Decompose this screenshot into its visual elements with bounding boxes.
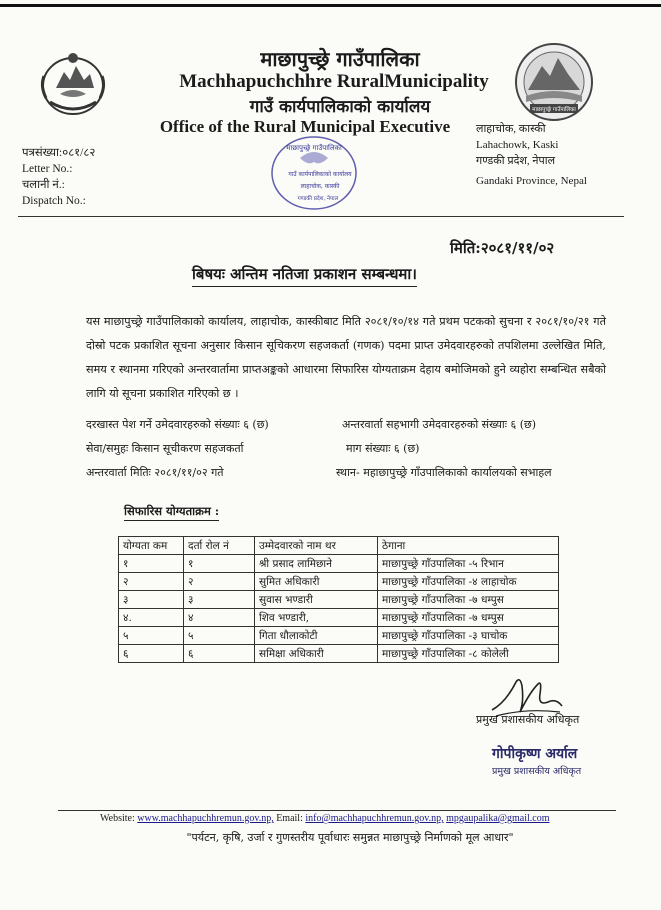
address-line: गण्डकी प्रदेश, नेपाल (476, 155, 556, 167)
office-stamp-icon (268, 132, 360, 214)
table-cell: माछापुच्छ्रे गाँउपालिका -८ कोलेली (378, 645, 559, 663)
recommendation-table (118, 536, 559, 663)
municipality-name-en: Machhapuchchhre RuralMunicipality (179, 71, 489, 92)
table-cell: सुवास भण्डारी (255, 591, 378, 609)
table-row (119, 627, 559, 645)
table-header-row (119, 537, 559, 555)
column-header: ठेगाना (378, 537, 559, 555)
logo-text: माछापुच्छ्रे गाउँपालिका (532, 107, 576, 113)
column-header: योग्यता कम (119, 537, 184, 555)
table-cell: माछापुच्छ्रे गाँउपालिका -३ घाचोक (378, 627, 559, 645)
table-row (119, 645, 559, 663)
address-line: Gandaki Province, Nepal (476, 175, 587, 187)
nepal-emblem-icon (36, 46, 110, 120)
table-cell: समिक्षा अधिकारी (255, 645, 378, 663)
table-cell: ६ (119, 645, 184, 663)
municipality-name-np: माछापुच्छ्रे गाउँपालिका (260, 47, 420, 71)
info-interviewed: अन्तरवार्ता सहभागी उमेदवारहरुको संख्याः ६ (छ) (342, 418, 536, 431)
stamp-line: लाहाचोक, कास्की (300, 183, 340, 190)
stamp-line: माछापुच्छ्रे गाउँपालिका (286, 144, 342, 152)
signatory-title: प्रमुख प्रशासकीय अधिकृत (476, 713, 580, 726)
footer-slogan: "पर्यटन, कृषि, उर्जा र गुणस्तरीय पूर्वाधारः समुन्नत माछापुच्छ्रे निर्माणको मूल आधार" (186, 831, 514, 844)
address-line: Lahachowk, Kaski (476, 139, 559, 151)
table-cell: ४. (119, 609, 184, 627)
section-title: सिफारिस योग्यताक्रम : (124, 504, 219, 521)
office-address (476, 121, 626, 189)
footer-contacts (100, 813, 600, 824)
table-cell: ५ (184, 627, 255, 645)
top-border (0, 4, 661, 7)
column-header: उम्मेदवारको नाम थर (255, 537, 378, 555)
table-cell: माछापुच्छ्रे गाँउपालिका -७ धम्पुस (378, 591, 559, 609)
email-label: Email: (276, 813, 303, 824)
info-interview-date: अन्तरवार्ता मितिः २०८१/११/०२ गते (86, 466, 224, 479)
table-cell: सुमित अधिकारी (255, 573, 378, 591)
table-cell: ५ (119, 627, 184, 645)
letter-no-en: Letter No.: (22, 163, 73, 175)
table-cell: ४ (184, 609, 255, 627)
header-divider (18, 216, 624, 217)
table-cell: श्री प्रसाद लामिछाने (255, 555, 378, 573)
office-name-en: Office of the Rural Municipal Executive (159, 117, 451, 136)
table-cell: ३ (119, 591, 184, 609)
website-label: Website: (100, 813, 135, 824)
table-cell: २ (184, 573, 255, 591)
table-cell: ६ (184, 645, 255, 663)
table-cell: माछापुच्छ्रे गाँउपालिका -५ रिभान (378, 555, 559, 573)
table-row (119, 609, 559, 627)
signatory-post: प्रमुख प्रशासकीय अधिकृत (492, 766, 582, 777)
letter-meta (22, 145, 95, 209)
letter-date: मिति:२०८१/११/०२ (450, 239, 555, 257)
footer-divider (58, 810, 616, 811)
info-demand: माग संख्याः ६ (छ) (346, 442, 420, 455)
email-link[interactable]: info@machhapuchhremun.gov.np, (305, 813, 444, 824)
info-service: सेवा/समुहः किसान सूचीकरण सहजकर्ता (86, 442, 244, 455)
municipality-logo-icon (512, 40, 596, 124)
office-name-np: गाउँ कार्यपालिकाको कार्यालय (249, 97, 431, 117)
info-venue: स्थान- महाछापुच्छ्रे गाँउपालिकाको कार्यालयको सभाहल (336, 466, 552, 479)
table-cell: शिव भण्डारी, (255, 609, 378, 627)
dispatch-no-np: चलानी नं.: (22, 179, 65, 191)
stamp-line: गाउँ कार्यपालिकाको कार्यालय (288, 171, 352, 178)
table-cell: गिता धौलाकोटी (255, 627, 378, 645)
table-row (119, 555, 559, 573)
email-link[interactable]: mpgaupalika@gmail.com (446, 813, 550, 824)
letter-body: यस माछापुच्छ्रे गाउँपालिकाको कार्यालय, लाहाचोक, कास्कीबाट मिति २०८१/१०/१४ गते प्रथम पटकको सुचना र २०८१/१०/२१ गते दोस्रो पटक प्रकाशित सूचना अनुसार किसान सूचिकरण सहजकर्ता (गणक) पदमा प्राप्त उमेदवारहरुको तपशिलमा उल्लेखित मिति, समय र स्थानमा गरिएको अन्तरवार्तामा प्राप्तअङ्कको आधारमा सिफारिस योग्यताक्रम देहाय बमोजिमको हुने व्यहोरा सम्बन्धित सबैको लागि यो सूचना प्रकाशित गरिएको छ । (86, 315, 606, 400)
table-cell: २ (119, 573, 184, 591)
letter-subject: बिषयः अन्तिम नतिजा प्रकाशन सम्बन्धमा। (192, 264, 417, 287)
dispatch-no-en: Dispatch No.: (22, 195, 86, 207)
signatory-name: गोपीकृष्ण अर्याल (492, 746, 578, 762)
table-row (119, 591, 559, 609)
stamp-line: गण्डकी प्रदेश, नेपाल (297, 196, 339, 202)
table-cell: माछापुच्छ्रे गाँउपालिका -७ धम्पुस (378, 609, 559, 627)
table-cell: माछापुच्छ्रे गाँउपालिका -४ लाहाचोक (378, 573, 559, 591)
website-link[interactable]: www.machhapuchhremun.gov.np, (137, 813, 274, 824)
table-cell: १ (119, 555, 184, 573)
address-line: लाहाचोक, कास्की (476, 123, 546, 135)
table-cell: ३ (184, 591, 255, 609)
column-header: दर्ता रोल नं (184, 537, 255, 555)
table-cell: १ (184, 555, 255, 573)
letter-no-np: पत्रसंख्या:०८१/८२ (22, 147, 96, 159)
info-applicants: दरखास्त पेश गर्ने उमेदवारहरुको संख्याः ६ (छ) (86, 418, 269, 431)
table-row (119, 573, 559, 591)
